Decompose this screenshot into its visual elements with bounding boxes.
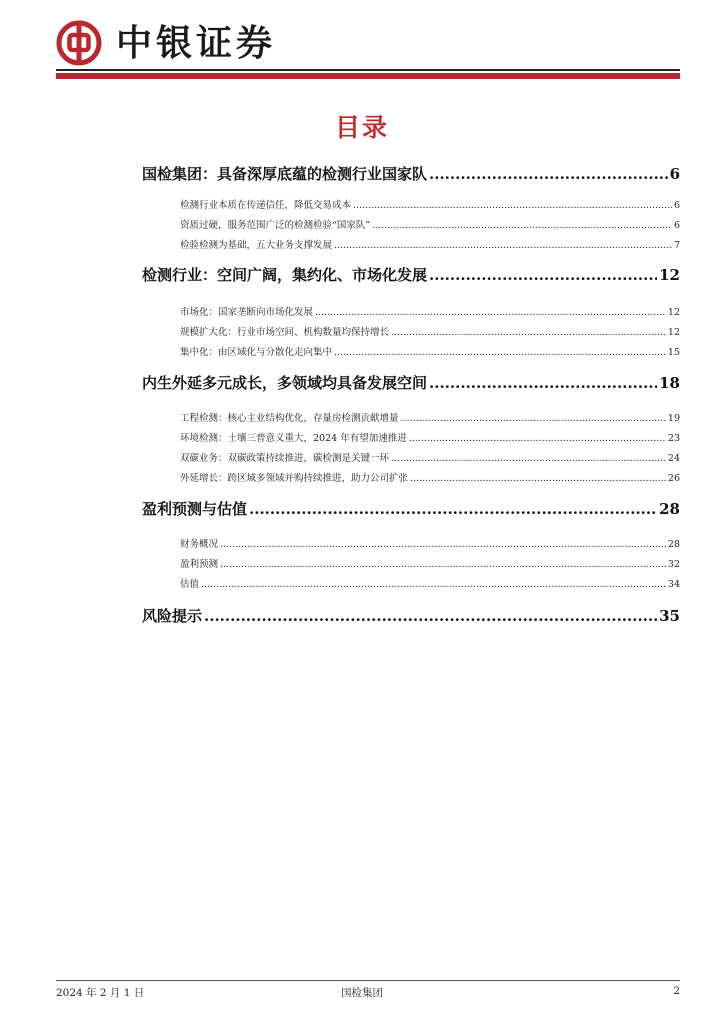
- toc-section-entry[interactable]: [142, 163, 680, 184]
- footer-rule: [56, 980, 680, 981]
- toc-dot-leader: [429, 374, 657, 392]
- toc-entry-title: 外延增长：跨区域多领域并购持续推进，助力公司扩张: [180, 473, 409, 484]
- toc-dot-leader: [353, 200, 672, 211]
- toc-subsection-entry[interactable]: [180, 324, 680, 338]
- toc-entry-title: 财务概况: [180, 539, 219, 550]
- toc-subsection-entry[interactable]: [180, 344, 680, 358]
- toc-entry-page: 26: [667, 473, 680, 484]
- toc-entry-title: 估值: [180, 579, 200, 590]
- toc-subsection-entry[interactable]: [180, 470, 680, 484]
- toc-entry-title: 风险提示: [142, 607, 203, 625]
- toc-entry-title: 检测行业：空间广阔，集约化、市场化发展: [142, 266, 428, 284]
- header-accent-rule: [56, 73, 680, 79]
- toc-entry-title: 国检集团：具备深厚底蕴的检测行业国家队: [142, 165, 428, 183]
- toc-entry-page: 28: [659, 500, 680, 518]
- toc-entry-page: 6: [673, 200, 680, 211]
- toc-entry-page: 12: [667, 327, 680, 338]
- toc-subsection-entry[interactable]: [180, 450, 680, 464]
- brand-name: 中银证券: [116, 23, 277, 64]
- toc-entry-title: 集中化：由区域化与分散化走向集中: [180, 347, 333, 358]
- toc-dot-leader: [429, 266, 657, 284]
- footer-page-number: 2: [673, 985, 680, 997]
- toc-subsection-entry[interactable]: [180, 410, 680, 424]
- toc-dot-leader: [204, 607, 657, 625]
- toc-entry-page: 19: [667, 413, 680, 424]
- toc-dot-leader: [334, 240, 672, 251]
- toc-subsection-entry[interactable]: [180, 556, 680, 570]
- toc-entry-title: 盈利预测: [180, 559, 219, 570]
- footer-company: 国检集团: [341, 987, 383, 999]
- header-rule: [56, 69, 680, 71]
- toc-entry-page: 6: [669, 165, 680, 183]
- bank-of-china-logo-icon: [56, 20, 102, 66]
- toc-entry-title: 规模扩大化：行业市场空间、机构数量均保持增长: [180, 327, 390, 338]
- toc-entry-page: 12: [659, 266, 680, 284]
- toc-dot-leader: [429, 165, 668, 183]
- toc-entry-title: 双碳业务：双碳政策持续推进，碳检测是关键一环: [180, 453, 390, 464]
- toc-dot-leader: [401, 413, 666, 424]
- toc-entry-page: 7: [673, 240, 680, 251]
- toc-subsection-entry[interactable]: [180, 430, 680, 444]
- toc-subsection-entry[interactable]: [180, 576, 680, 590]
- toc-section-entry[interactable]: [142, 372, 680, 393]
- toc-entry-page: 34: [667, 579, 680, 590]
- toc-entry-title: 工程检测：核心主业结构优化，存量房检测贡献增量: [180, 413, 399, 424]
- toc-subsection-entry[interactable]: [180, 536, 680, 550]
- toc-entry-page: 24: [667, 453, 680, 464]
- toc-section-entry[interactable]: [142, 498, 680, 519]
- toc-entry-page: 35: [659, 607, 680, 625]
- toc-subsection-entry[interactable]: [180, 304, 680, 318]
- toc-title: 目录: [334, 113, 389, 142]
- toc-entry-title: 资质过硬，服务范围广泛的检测检验“国家队”: [180, 220, 371, 231]
- toc-dot-leader: [220, 539, 666, 550]
- toc-entry-page: 32: [667, 559, 680, 570]
- toc-entry-page: 12: [667, 307, 680, 318]
- toc-dot-leader: [315, 307, 666, 318]
- toc-dot-leader: [391, 453, 666, 464]
- toc-dot-leader: [220, 559, 666, 570]
- toc-dot-leader: [391, 327, 666, 338]
- toc-dot-leader: [249, 500, 657, 518]
- toc-subsection-entry[interactable]: [180, 237, 680, 251]
- toc-entry-title: 市场化：国家垄断向市场化发展: [180, 307, 314, 318]
- toc-entry-page: 15: [667, 347, 680, 358]
- toc-dot-leader: [410, 473, 666, 484]
- toc-section-entry[interactable]: [142, 264, 680, 285]
- toc-entry-title: 内生外延多元成长，多领域均具备发展空间: [142, 374, 428, 392]
- toc-dot-leader: [372, 220, 672, 231]
- toc-subsection-entry[interactable]: [180, 217, 680, 231]
- toc-subsection-entry[interactable]: [180, 197, 680, 211]
- toc-entry-title: 盈利预测与估值: [142, 500, 248, 518]
- toc-entry-title: 环境检测：土壤三普意义重大，2024 年有望加速推进: [180, 433, 407, 444]
- toc-entry-title: 检验检测为基础，五大业务支撑发展: [180, 240, 333, 251]
- toc-entry-page: 23: [667, 433, 680, 444]
- toc-entry-title: 检测行业本质在传递信任，降低交易成本: [180, 200, 352, 211]
- toc-entry-page: 6: [673, 220, 680, 231]
- toc-section-entry[interactable]: [142, 605, 680, 626]
- toc-entry-page: 28: [667, 539, 680, 550]
- toc-dot-leader: [334, 347, 666, 358]
- footer-date: 2024 年 2 月 1 日: [56, 987, 145, 999]
- toc-entry-page: 18: [659, 374, 680, 392]
- toc-dot-leader: [409, 433, 666, 444]
- toc-dot-leader: [201, 579, 666, 590]
